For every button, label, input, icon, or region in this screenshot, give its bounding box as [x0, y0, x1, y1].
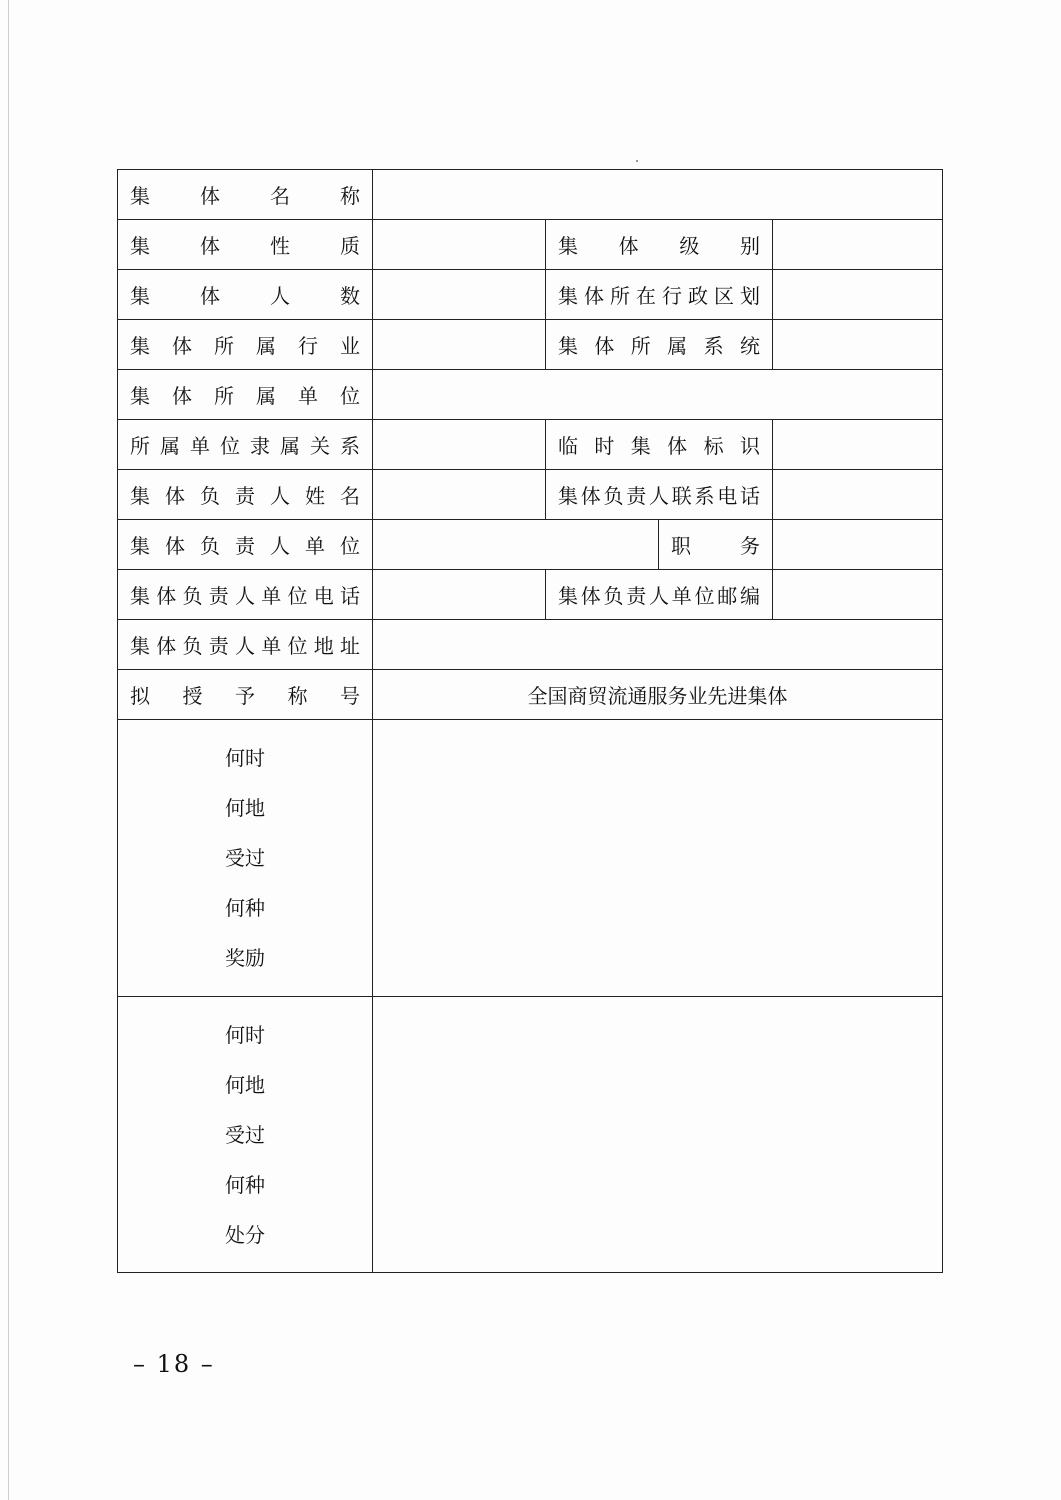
row-parent-relation — [118, 420, 943, 470]
label-text: 所 属 单 位 隶 属 关 系 — [130, 434, 360, 458]
penalties-field[interactable] — [373, 997, 943, 1273]
parent-relation-label — [118, 420, 373, 470]
awards-label-line: 何时 — [225, 746, 265, 770]
penalties-label — [118, 997, 373, 1273]
penalties-label-line: 何种 — [225, 1172, 265, 1197]
proposed-title-value: 全国商贸流通服务业先进集体 — [373, 670, 943, 720]
row-parent-unit — [118, 370, 943, 420]
label-text: 集 体 负 责 人 单 位 地 址 — [130, 634, 360, 658]
scan-speck — [636, 160, 638, 162]
penalties-label-line: 何地 — [225, 1072, 265, 1097]
industry-field[interactable] — [373, 320, 546, 370]
system-field[interactable] — [773, 320, 943, 370]
parent-unit-label — [118, 370, 373, 420]
leader-unit-address-label — [118, 620, 373, 670]
admin-division-label — [546, 270, 773, 320]
temp-flag-label — [546, 420, 773, 470]
row-leader-unit-phone — [118, 570, 943, 620]
leader-name-label — [118, 470, 373, 520]
label-text: 集 体 所 属 系 统 — [558, 334, 760, 358]
awards-label-line: 奖励 — [225, 946, 265, 970]
row-penalties — [118, 997, 943, 1273]
label-text: 集 体 所 属 单 位 — [130, 384, 360, 408]
label-text: 集 体 负 责 人 单 位 邮 编 — [558, 584, 760, 608]
label-text: 集 体 名 称 — [130, 184, 360, 208]
row-industry — [118, 320, 943, 370]
collective-name-label — [118, 170, 373, 220]
collective-nature-field[interactable] — [373, 220, 546, 270]
collective-nature-label — [118, 220, 373, 270]
row-collective-nature — [118, 220, 943, 270]
penalties-label-line: 处分 — [225, 1222, 265, 1247]
penalties-label-line: 何时 — [225, 1022, 265, 1047]
penalties-label-line: 受过 — [225, 1122, 265, 1147]
leader-name-field[interactable] — [373, 470, 546, 520]
label-text: 集 体 人 数 — [130, 284, 360, 308]
row-leader-unit — [118, 520, 943, 570]
row-leader-name — [118, 470, 943, 520]
label-text: 集 体 负 责 人 单 位 — [130, 534, 360, 558]
row-proposed-title — [118, 670, 943, 720]
awards-label-line: 何种 — [225, 896, 265, 920]
leader-phone-label — [546, 470, 773, 520]
parent-relation-field[interactable] — [373, 420, 546, 470]
leader-unit-address-field[interactable] — [373, 620, 943, 670]
proposed-title-label — [118, 670, 373, 720]
leader-unit-phone-label — [118, 570, 373, 620]
awards-label-line: 受过 — [225, 846, 265, 870]
label-text: 集 体 负 责 人 单 位 电 话 — [130, 584, 360, 608]
parent-unit-field[interactable] — [373, 370, 943, 420]
position-label — [659, 520, 773, 570]
collective-level-field[interactable] — [773, 220, 943, 270]
label-text: 职 务 — [671, 534, 760, 558]
label-text: 集 体 性 质 — [130, 234, 360, 258]
awards-label-line: 何地 — [225, 796, 265, 820]
page-number: – 18 – — [133, 1350, 215, 1378]
collective-name-field[interactable] — [373, 170, 943, 220]
label-text: 集 体 级 别 — [558, 234, 760, 258]
leader-unit-label — [118, 520, 373, 570]
leader-unit-postcode-field[interactable] — [773, 570, 943, 620]
member-count-field[interactable] — [373, 270, 546, 320]
leader-unit-field[interactable] — [373, 520, 659, 570]
label-text: 集 体 负 责 人 联 系 电 话 — [558, 484, 760, 508]
row-leader-unit-address — [118, 620, 943, 670]
label-text: 集 体 负 责 人 姓 名 — [130, 484, 360, 508]
row-awards — [118, 720, 943, 997]
label-text: 临 时 集 体 标 识 — [558, 434, 760, 458]
system-label — [546, 320, 773, 370]
collective-info-form — [117, 169, 943, 1273]
page-fold-line — [8, 0, 9, 1500]
leader-unit-phone-field[interactable] — [373, 570, 546, 620]
leader-phone-field[interactable] — [773, 470, 943, 520]
industry-label — [118, 320, 373, 370]
leader-unit-postcode-label — [546, 570, 773, 620]
label-text: 集 体 所 在 行 政 区 划 — [558, 284, 760, 308]
row-collective-name — [118, 170, 943, 220]
row-member-count — [118, 270, 943, 320]
label-text: 拟 授 予 称 号 — [130, 684, 360, 708]
member-count-label — [118, 270, 373, 320]
awards-label — [118, 720, 373, 997]
admin-division-field[interactable] — [773, 270, 943, 320]
awards-field[interactable] — [373, 720, 943, 997]
collective-level-label — [546, 220, 773, 270]
label-text: 集 体 所 属 行 业 — [130, 334, 360, 358]
temp-flag-field[interactable] — [773, 420, 943, 470]
position-field[interactable] — [773, 520, 943, 570]
